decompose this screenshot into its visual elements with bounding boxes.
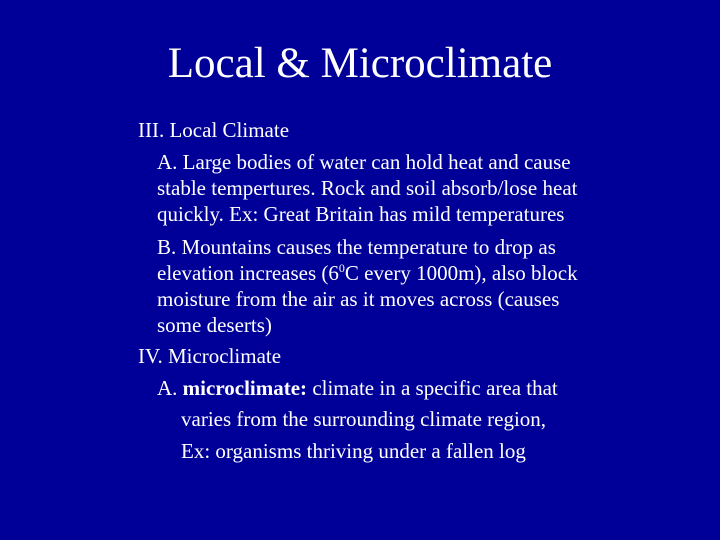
section-4-heading: IV. Microclimate (138, 344, 282, 368)
item-3a-line-3: quickly. Ex: Great Britain has mild temperatures (157, 202, 565, 226)
section-3-heading: III. Local Climate (138, 118, 290, 142)
item-3b-line-3: moisture from the air as it moves across (causes (157, 287, 560, 311)
item-3b-line-2 (157, 260, 578, 286)
superscript-degree: 0 (338, 261, 345, 275)
item-4a-line-1 (157, 375, 558, 401)
item-3a-line-2: stable tempertures. Rock and soil absorb/lose heat (157, 176, 578, 200)
item-4a-line-1-rest: climate in a specific area that (307, 376, 558, 400)
item-3a-line-1: A. Large bodies of water can hold heat and cause (157, 150, 571, 174)
item-3b-line-2-suffix: C every 1000m), also block (344, 261, 578, 285)
item-4a-line-2: varies from the surrounding climate region, (181, 407, 547, 431)
microclimate-term: microclimate: (182, 376, 308, 400)
item-4a-line-3: Ex: organisms thriving under a fallen log (181, 439, 526, 463)
item-4a-prefix: A. (157, 376, 183, 400)
item-3b-line-1: B. Mountains causes the temperature to drop as (157, 235, 556, 259)
item-3b-line-2-prefix: elevation increases (6 (157, 261, 339, 285)
item-3b-line-4: some deserts) (157, 313, 272, 337)
slide-title: Local & Microclimate (167, 40, 553, 87)
